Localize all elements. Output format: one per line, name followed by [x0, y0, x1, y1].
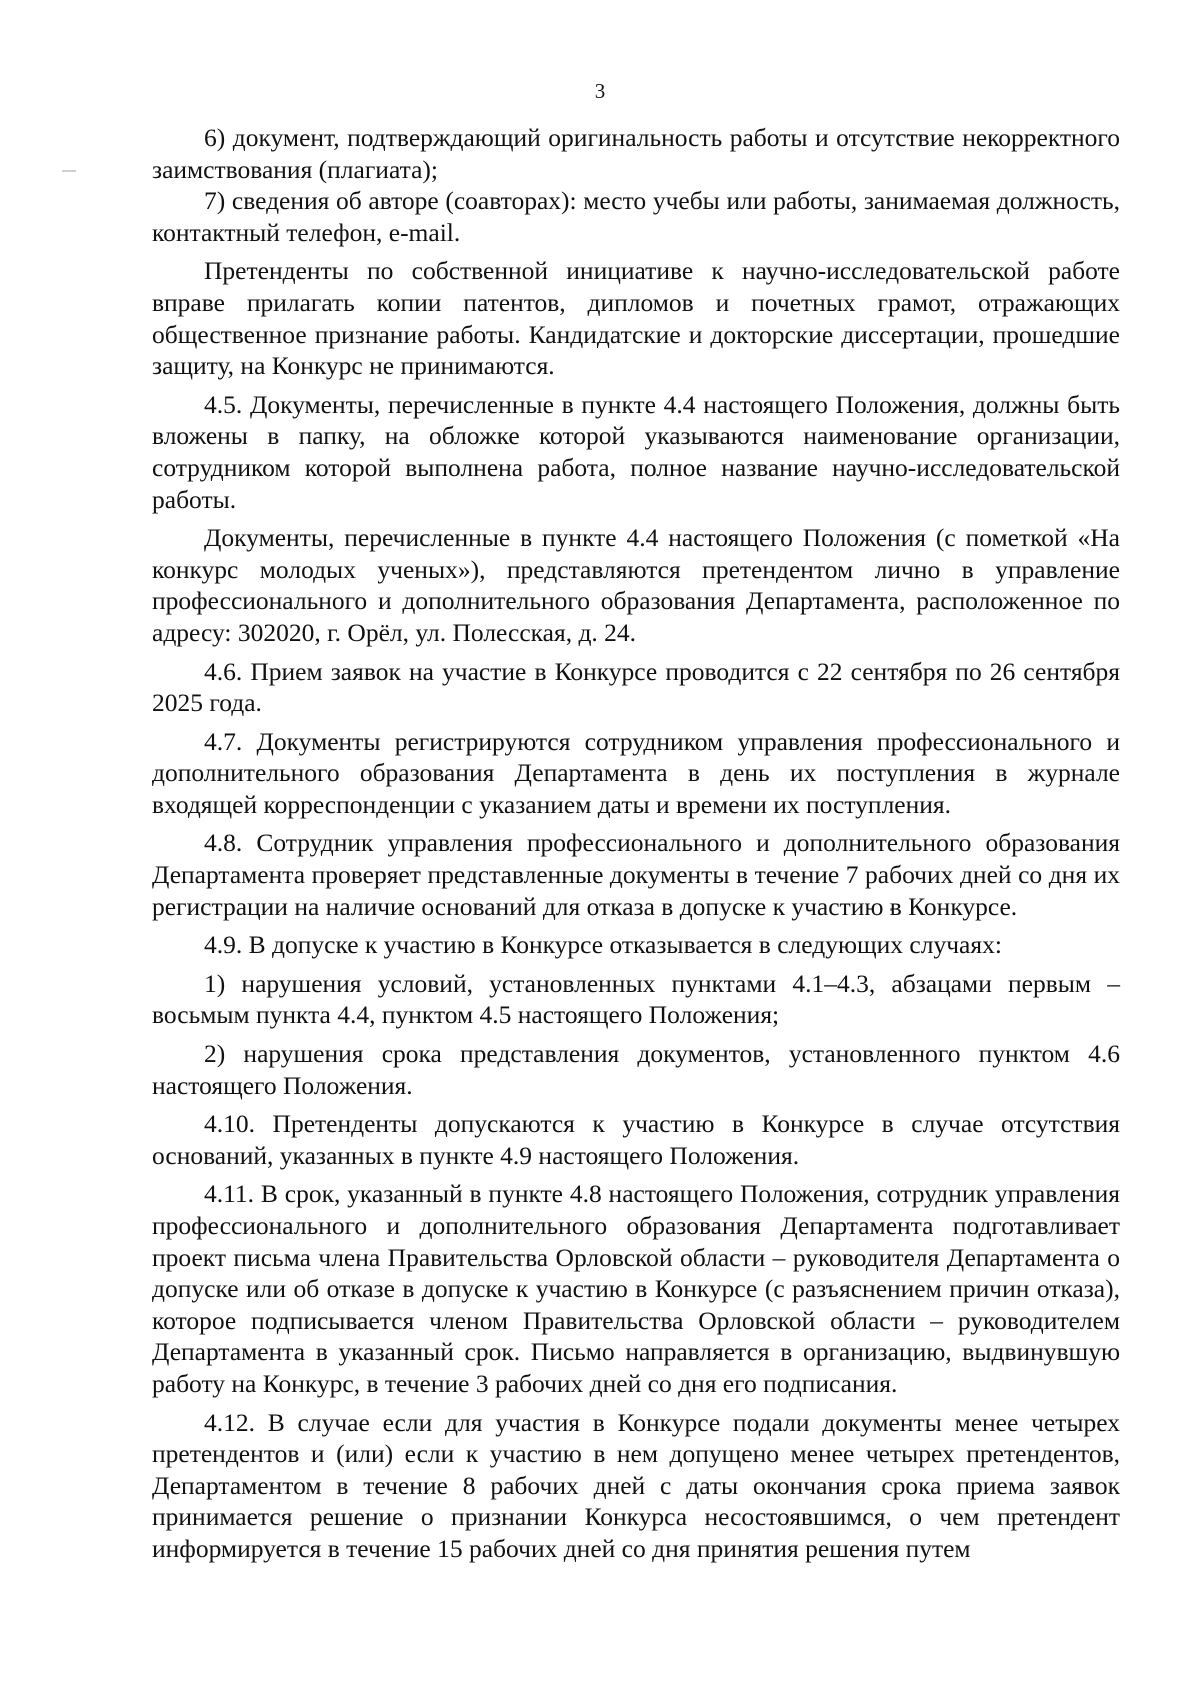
clause-4-10: 4.10. Претенденты допускаются к участию в Конкурсе в случае отсутствия оснований, указанных в пункте 4.9 настоящего Положения. — [152, 1109, 1120, 1170]
clause-4-5: 4.5. Документы, перечисленные в пункте 4.4 настоящего Положения, должны быть вложены в папку, на обложке которой указываются наименование организации, сотрудником которой выполнена работа, полное название научно-исследовательской работы. — [152, 389, 1120, 514]
clause-4-6: 4.6. Прием заявок на участие в Конкурсе проводится с 22 сентября по 26 сентября 2025 года. — [152, 656, 1120, 718]
document-body — [152, 122, 1120, 1565]
paragraph-submission-address: Документы, перечисленные в пункте 4.4 настоящего Положения (с пометкой «На конкурс молодых ученых»), представляются претендентом лично в управление профессионального и дополнительного образования Департамента, расположенное по адресу: 302020, г. Орёл, ул. Полесская, д. 24. — [152, 523, 1120, 647]
paragraph-applicants-attachments: Претенденты по собственной инициативе к научно-исследовательской работе вправе прилагать копии патентов, дипломов и почетных грамот, отражающих общественное признание работы. Кандидатские и докторские диссертации, прошедшие защиту, на Конкурс не принимаются. — [152, 256, 1120, 381]
clause-4-9-item-2: 2) нарушения срока представления документов, установленного пунктом 4.6 настоящего Положения. — [152, 1039, 1120, 1100]
clause-4-9-item-1: 1) нарушения условий, установленных пунктами 4.1–4.3, абзацами первым – восьмым пункта 4.4, пунктом 4.5 настоящего Положения; — [152, 968, 1120, 1030]
list-item-7: 7) сведения об авторе (соавторах): место учебы или работы, занимаемая должность, контактный телефон, e-mail. — [152, 186, 1120, 247]
clause-4-8: 4.8. Сотрудник управления профессионального и дополнительного образования Департамента проверяет представленные документы в течение 7 рабочих дней со дня их регистрации на наличие оснований для отказа в допуске к участию в Конкурсе. — [152, 828, 1120, 921]
clause-4-9: 4.9. В допуске к участию в Конкурсе отказывается в следующих случаях: — [204, 930, 1002, 960]
clause-4-7: 4.7. Документы регистрируются сотрудником управления профессионального и дополнительного образования Департамента в день их поступления в журнале входящей корреспонденции с указанием даты и времени их поступления. — [152, 726, 1120, 819]
scan-mark — [62, 170, 76, 172]
clause-4-11: 4.11. В срок, указанный в пункте 4.8 настоящего Положения, сотрудник управления профессионального и дополнительного образования Департамента подготавливает проект письма члена Правительства Орловской области – руководителя Департамента о допуске или об отказе в допуске к участию в Конкурсе (с разъяснением причин отказа), которое подписывается членом Правительства Орловской области – руководителем Департамента в указанный срок. Письмо направляется в организацию, выдвинувшую работу на Конкурс, в течение 3 рабочих дней со дня его подписания. — [152, 1179, 1120, 1398]
page-number: 3 — [594, 79, 606, 103]
clause-4-12: 4.12. В случае если для участия в Конкурсе подали документы менее четырех претендентов и (или) если к участию в нем допущено менее четырех претендентов, Департаментом в течение 8 рабочих дней с даты окончания срока приема заявок принимается решение о признании Конкурса несостоявшимся, о чем претендент информируется в течение 15 рабочих дней со дня принятия решения путем — [152, 1407, 1120, 1563]
list-item-6: 6) документ, подтверждающий оригинальность работы и отсутствие некорректного заимствования (плагиата); — [152, 123, 1120, 184]
